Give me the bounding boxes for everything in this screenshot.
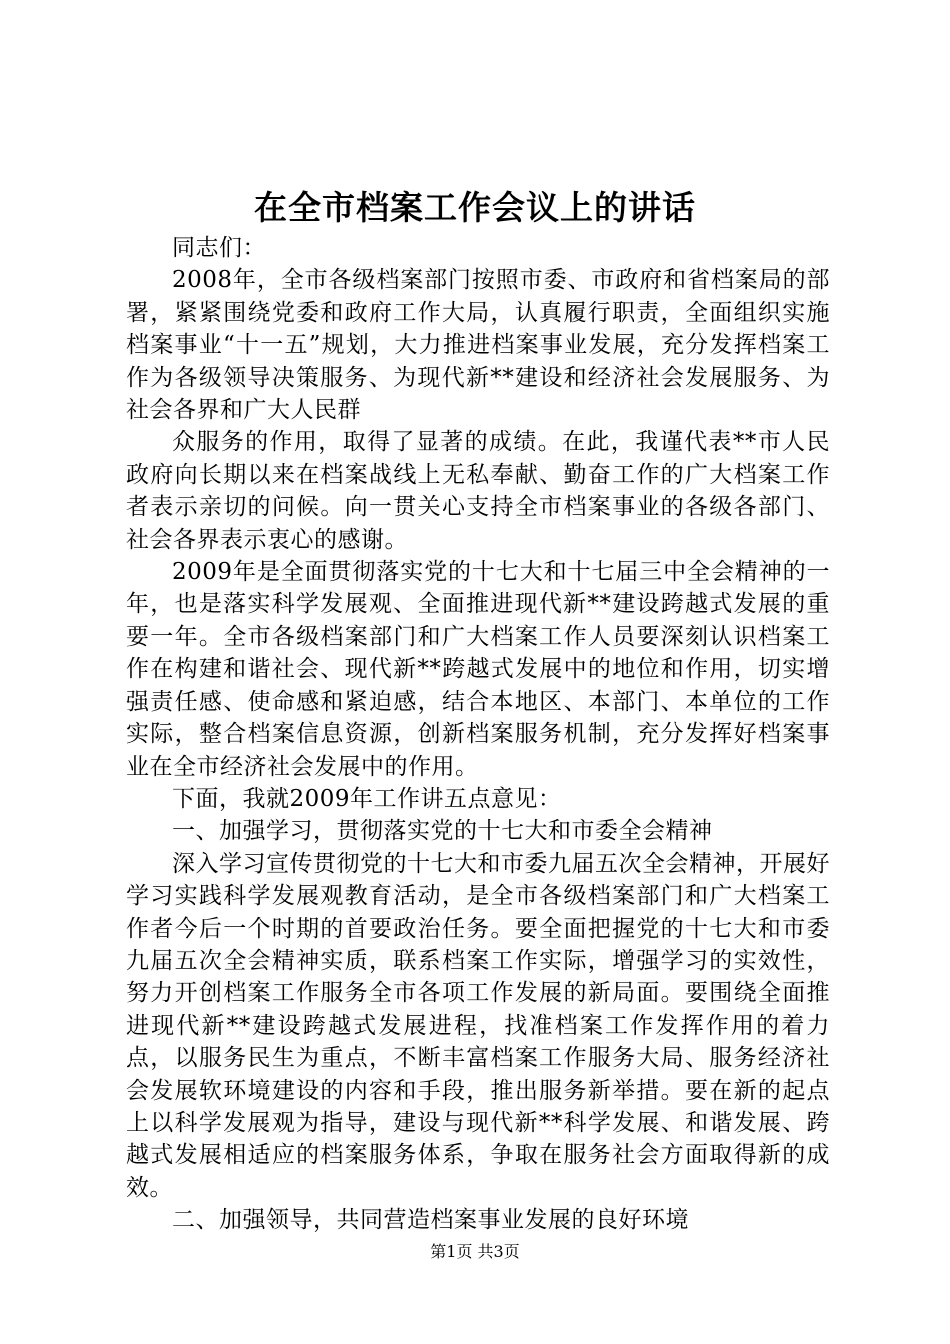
salutation: 同志们： [172, 235, 266, 261]
paragraph-section-1: 深入学习宣传贯彻党的十七大和市委九届五次全会精神，开展好学习实践科学发展观教育活动，是全市各级档案部门和广大档案工作者今后一个时期的首要政治任务。要全面把握党的十七大和市委九届五次全会精神实质，联系档案工作实际，增强学习的实效性，努力开创档案工作服务全市各项工作发展的新局面。要围绕全面推进现代新**建设跨越式发展进程，找准档案工作发挥作用的着力点，以服务民生为重点，不断丰富档案工作服务大局、服务经济社会发展软环境建设的内容和手段，推出服务新举措。要在新的起点上以科学发展观为指导，建设与现代新**科学发展、和谐发展、跨越式发展相适应的档案服务体系，争取在服务社会方面取得新的成效。 [126, 850, 830, 1201]
paragraph-five-points-intro: 下面，我就2009年工作讲五点意见： [172, 785, 562, 812]
section-heading-1: 一、加强学习，贯彻落实党的十七大和市委全会精神 [172, 818, 713, 845]
section-heading-2: 二、加强领导，共同营造档案事业发展的良好环境 [172, 1207, 689, 1234]
paragraph-2008-review: 2008年，全市各级档案部门按照市委、市政府和省档案局的部署，紧紧围绕党委和政府工作大局，认真履行职责，全面组织实施档案事业“十一五”规划，大力推进档案事业发展，充分发挥档案工作为各级领导决策服务、为现代新**建设和经济社会发展服务、为社会各界和广大人民群 [126, 267, 830, 424]
paragraph-2009-outlook: 2009年是全面贯彻落实党的十七大和十七届三中全会精神的一年，也是落实科学发展观、全面推进现代新**建设跨越式发展的重要一年。全市各级档案部门和广大档案工作人员要深刻认识档案工作在构建和谐社会、现代新**跨越式发展中的地位和作用，切实增强责任感、使命感和紧迫感，结合本地区、本部门、本单位的工作实际，整合档案信息资源，创新档案服务机制，充分发挥好档案事业在全市经济社会发展中的作用。 [126, 559, 830, 780]
paragraph-thanks: 众服务的作用，取得了显著的成绩。在此，我谨代表**市人民政府向长期以来在档案战线上无私奉献、勤奋工作的广大档案工作者表示亲切的问候。向一贯关心支持全市档案事业的各级各部门、社会各界表示衷心的感谢。 [126, 429, 830, 553]
document-body [126, 232, 830, 1237]
document-title: 在全市档案工作会议上的讲话 [254, 188, 696, 227]
page-number-footer: 第1页 共3页 [430, 1242, 520, 1261]
